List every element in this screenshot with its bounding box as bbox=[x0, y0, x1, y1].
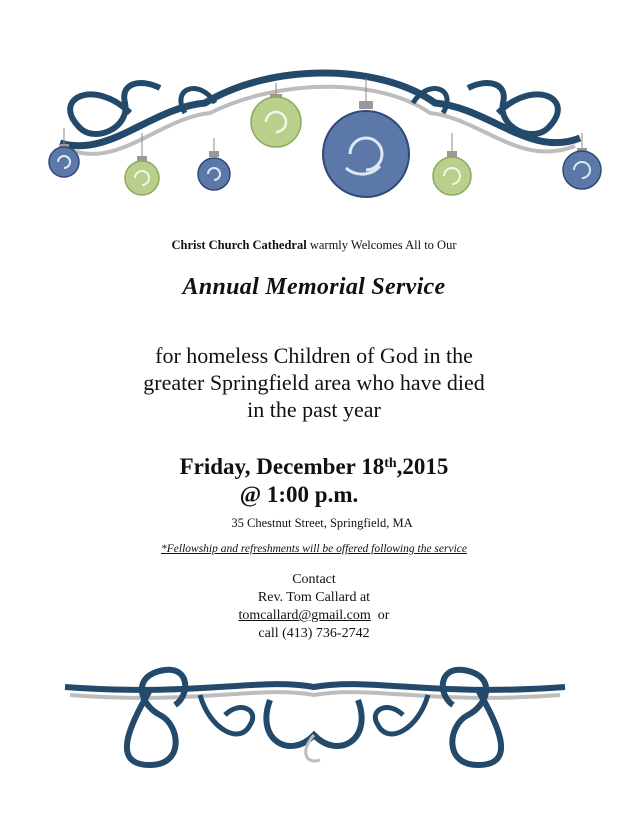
welcome-line bbox=[0, 238, 628, 253]
ornament-green-small-right bbox=[433, 151, 471, 195]
purpose-line-2: greater Springfield area who have died bbox=[143, 370, 485, 395]
contact-heading: Contact bbox=[292, 572, 336, 587]
ribbon-bottom-loop-right-2 bbox=[375, 695, 428, 734]
ribbon-bottom-loop-left-2 bbox=[200, 695, 253, 734]
ribbon-loop-right bbox=[468, 83, 558, 134]
church-name: Christ Church Cathedral bbox=[171, 238, 307, 252]
contact-email-line bbox=[0, 607, 628, 625]
ribbon-bottom-loop-right bbox=[443, 670, 501, 765]
event-date bbox=[0, 450, 628, 481]
contact-name: Rev. Tom Callard at bbox=[257, 590, 371, 605]
contact-or: or bbox=[377, 608, 390, 623]
event-year: ,2015 bbox=[396, 454, 449, 479]
contact-email-link[interactable]: tomcallard@gmail.com bbox=[238, 608, 371, 623]
ornament-green-medium bbox=[251, 94, 301, 147]
top-ribbon-ornaments-decoration bbox=[0, 58, 628, 208]
service-title: Annual Memorial Service bbox=[182, 274, 446, 300]
ribbon-bottom-loop-center bbox=[266, 700, 361, 746]
ornament-blue-large bbox=[323, 101, 409, 197]
contact-phone: call (413) 736-2742 bbox=[258, 626, 370, 641]
ornament-blue-tiny bbox=[198, 151, 230, 190]
purpose-line-3: in the past year bbox=[247, 397, 381, 422]
ornament-green-small-left bbox=[125, 156, 159, 195]
event-day: Friday, December 18 bbox=[179, 454, 385, 479]
event-address: 35 Chestnut Street, Springfield, MA bbox=[231, 516, 413, 530]
contact-block bbox=[0, 571, 628, 643]
refreshments-note: *Fellowship and refreshments will be offered following the service bbox=[161, 543, 467, 555]
event-time: @ 1:00 p.m. bbox=[239, 482, 359, 507]
event-date-time bbox=[0, 450, 628, 509]
event-day-suffix: th bbox=[384, 456, 397, 471]
bottom-ribbon-decoration bbox=[0, 655, 628, 785]
welcome-text: warmly Welcomes All to Our bbox=[309, 238, 457, 252]
ornament-blue-small-right bbox=[563, 148, 601, 189]
ribbon-bottom-loop-left bbox=[127, 670, 185, 765]
service-purpose bbox=[0, 342, 628, 423]
purpose-line-1: for homeless Children of God in the bbox=[155, 343, 473, 368]
